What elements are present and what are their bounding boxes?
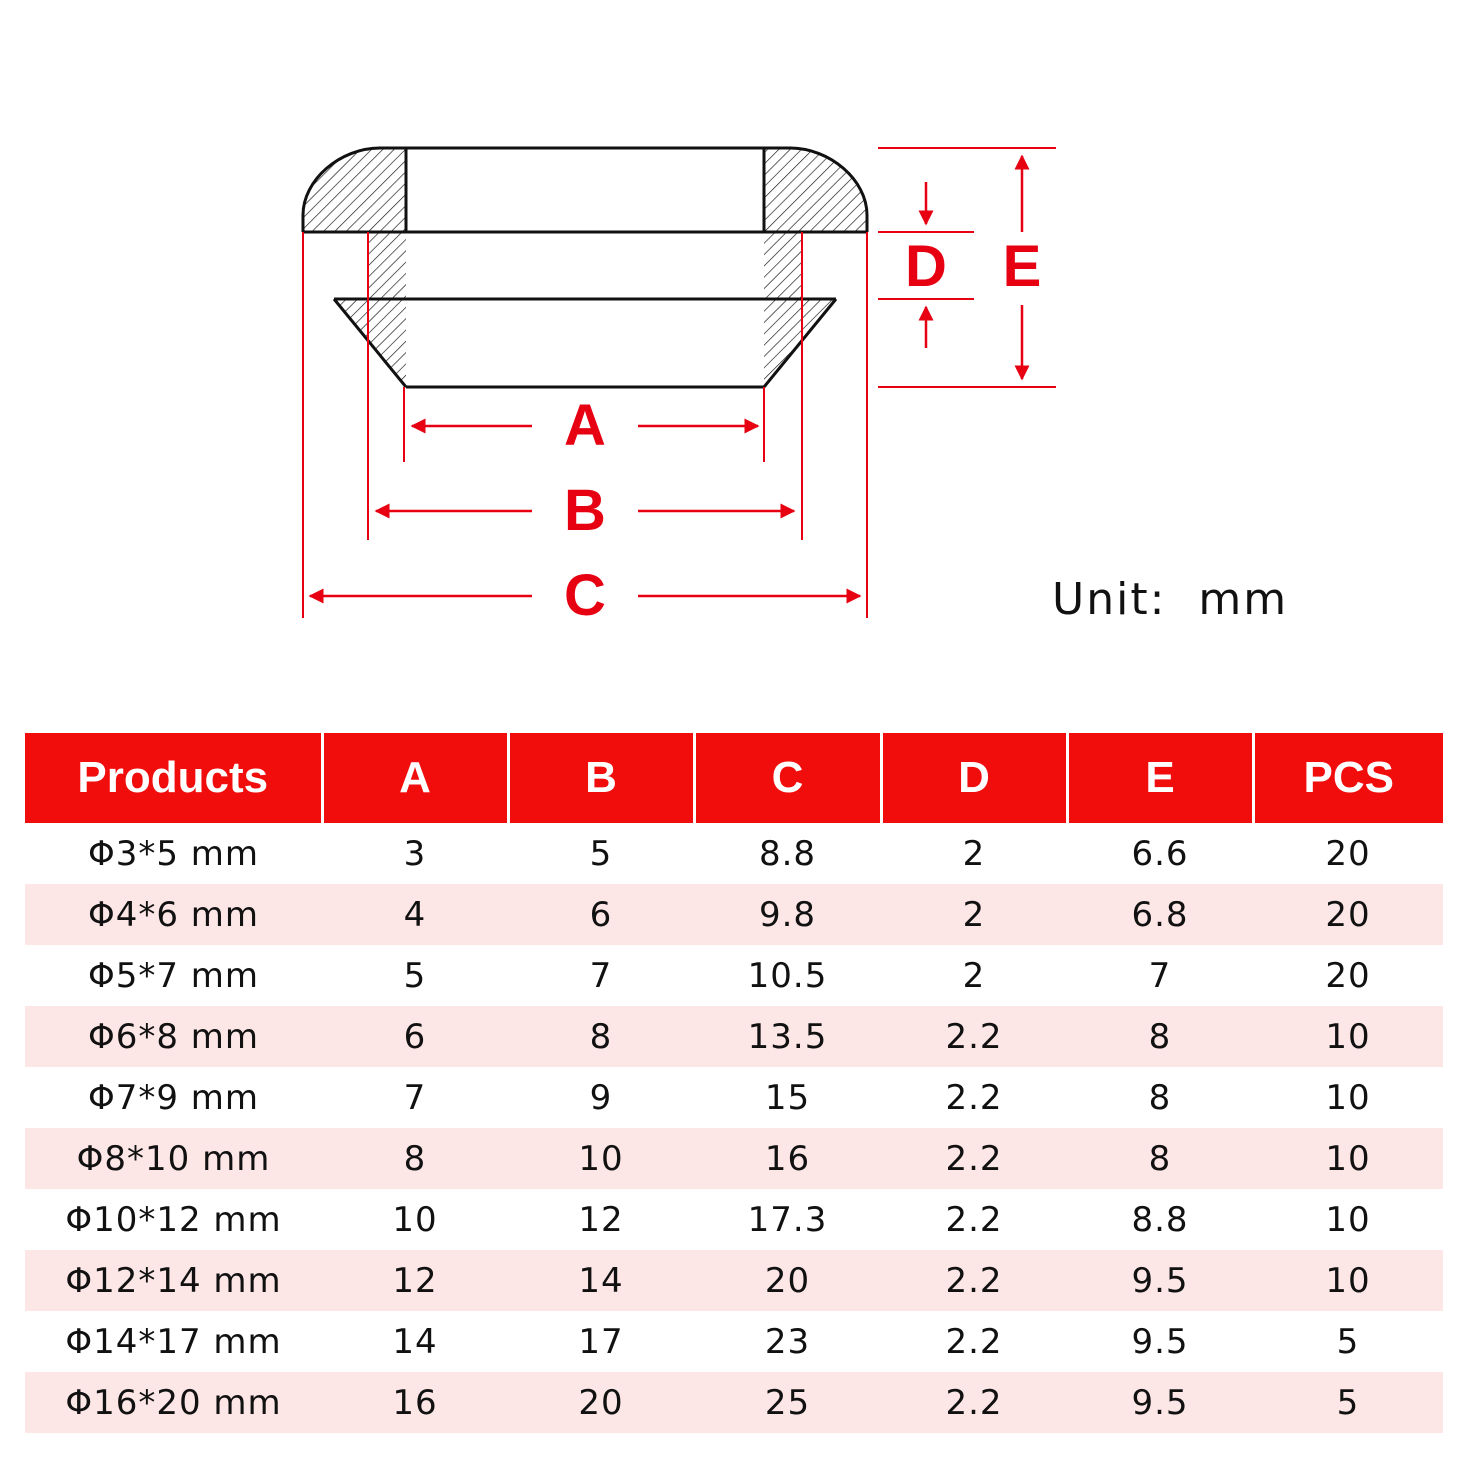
dimension-arrows — [310, 156, 1022, 596]
cell-product: Φ5*7 mm — [87, 955, 260, 996]
cell-c: 16 — [694, 1128, 881, 1189]
unit-label: Unit: mm — [1052, 574, 1289, 625]
header-pcs: PCS — [1253, 733, 1443, 823]
cell-c: 13.5 — [694, 1006, 881, 1067]
cell-pcs: 20 — [1325, 833, 1371, 874]
header-c: C — [694, 733, 881, 823]
cell-b: 17 — [578, 1321, 624, 1362]
header-products: Products — [25, 733, 322, 823]
cell-pcs: 10 — [1253, 1006, 1443, 1067]
table-row — [25, 1189, 1443, 1250]
cell-e: 6.6 — [1131, 833, 1189, 874]
dim-label-c: C — [564, 563, 606, 628]
cell-a: 5 — [403, 955, 427, 996]
table-row — [25, 1311, 1443, 1372]
table-row — [25, 1250, 1443, 1311]
table-header-row — [25, 733, 1443, 823]
cell-product: Φ8*10 mm — [25, 1128, 322, 1189]
cell-d: 2 — [962, 955, 986, 996]
cell-d: 2.2 — [945, 1199, 1003, 1240]
cell-c: 25 — [694, 1372, 881, 1433]
cell-b: 12 — [578, 1199, 624, 1240]
right-cap-section — [764, 148, 867, 232]
cell-b: 20 — [508, 1372, 694, 1433]
cell-e: 8.8 — [1131, 1199, 1189, 1240]
left-cap-section — [303, 148, 406, 232]
cell-b: 10 — [508, 1128, 694, 1189]
table-row — [25, 1372, 1443, 1433]
cell-a: 6 — [322, 1006, 508, 1067]
cell-b: 7 — [589, 955, 613, 996]
cell-b: 9 — [589, 1077, 613, 1118]
cell-c: 10.5 — [747, 955, 828, 996]
cell-a: 10 — [392, 1199, 438, 1240]
cell-c: 17.3 — [747, 1199, 828, 1240]
cell-a: 7 — [403, 1077, 427, 1118]
cell-b: 5 — [589, 833, 613, 874]
cell-c: 8.8 — [758, 833, 817, 874]
table-row — [25, 945, 1443, 1006]
cell-product: Φ7*9 mm — [87, 1077, 260, 1118]
cell-d: 2.2 — [881, 1372, 1067, 1433]
table-row — [25, 884, 1443, 945]
size-spec-table — [25, 733, 1443, 1433]
cell-a: 8 — [322, 1128, 508, 1189]
cell-pcs: 10 — [1253, 1128, 1443, 1189]
cell-product: Φ14*17 mm — [65, 1321, 282, 1362]
dim-label-b: B — [564, 478, 606, 543]
cell-d: 2 — [962, 833, 986, 874]
header-d: D — [881, 733, 1067, 823]
section-hatching — [303, 148, 867, 387]
cell-c: 15 — [764, 1077, 811, 1118]
cell-b: 14 — [508, 1250, 694, 1311]
table-row — [25, 823, 1443, 884]
cell-e: 9.5 — [1067, 1250, 1253, 1311]
cell-pcs: 20 — [1325, 955, 1371, 996]
right-neck-section — [764, 232, 802, 299]
cell-e: 8 — [1067, 1128, 1253, 1189]
cell-e: 7 — [1148, 955, 1172, 996]
cell-pcs: 10 — [1253, 1250, 1443, 1311]
cell-product: Φ4*6 mm — [25, 884, 322, 945]
grommet-cross-section-diagram — [0, 0, 1470, 700]
cell-c: 20 — [694, 1250, 881, 1311]
cell-product: Φ6*8 mm — [25, 1006, 322, 1067]
cell-a: 14 — [392, 1321, 438, 1362]
dim-label-e: E — [1002, 234, 1042, 299]
extension-lines — [303, 148, 1056, 618]
cell-e: 6.8 — [1067, 884, 1253, 945]
cell-e: 9.5 — [1131, 1321, 1189, 1362]
dim-label-d: D — [905, 234, 947, 299]
cell-c: 9.8 — [694, 884, 881, 945]
cell-pcs: 5 — [1253, 1372, 1443, 1433]
cell-d: 2.2 — [881, 1128, 1067, 1189]
header-e: E — [1067, 733, 1253, 823]
cell-a: 4 — [322, 884, 508, 945]
cell-e: 8 — [1067, 1006, 1253, 1067]
dim-label-a: A — [564, 393, 606, 458]
header-a: A — [322, 733, 508, 823]
cell-a: 3 — [403, 833, 427, 874]
cell-a: 16 — [322, 1372, 508, 1433]
cell-product: Φ3*5 mm — [87, 833, 260, 874]
cell-pcs: 10 — [1325, 1199, 1371, 1240]
cell-d: 2.2 — [945, 1321, 1003, 1362]
cell-pcs: 5 — [1336, 1321, 1360, 1362]
left-neck-section — [368, 232, 406, 299]
table-row — [25, 1067, 1443, 1128]
cell-d: 2.2 — [881, 1250, 1067, 1311]
cell-b: 8 — [508, 1006, 694, 1067]
table-row — [25, 1006, 1443, 1067]
cell-pcs: 10 — [1325, 1077, 1371, 1118]
cell-product: Φ12*14 mm — [25, 1250, 322, 1311]
cell-b: 6 — [508, 884, 694, 945]
cell-product: Φ16*20 mm — [25, 1372, 322, 1433]
cell-d: 2 — [881, 884, 1067, 945]
cell-product: Φ10*12 mm — [65, 1199, 282, 1240]
cell-pcs: 20 — [1253, 884, 1443, 945]
cell-e: 8 — [1148, 1077, 1172, 1118]
cell-d: 2.2 — [881, 1006, 1067, 1067]
cell-a: 12 — [322, 1250, 508, 1311]
cell-d: 2.2 — [945, 1077, 1003, 1118]
table-row — [25, 1128, 1443, 1189]
cell-e: 9.5 — [1067, 1372, 1253, 1433]
header-b: B — [508, 733, 694, 823]
cell-c: 23 — [764, 1321, 811, 1362]
